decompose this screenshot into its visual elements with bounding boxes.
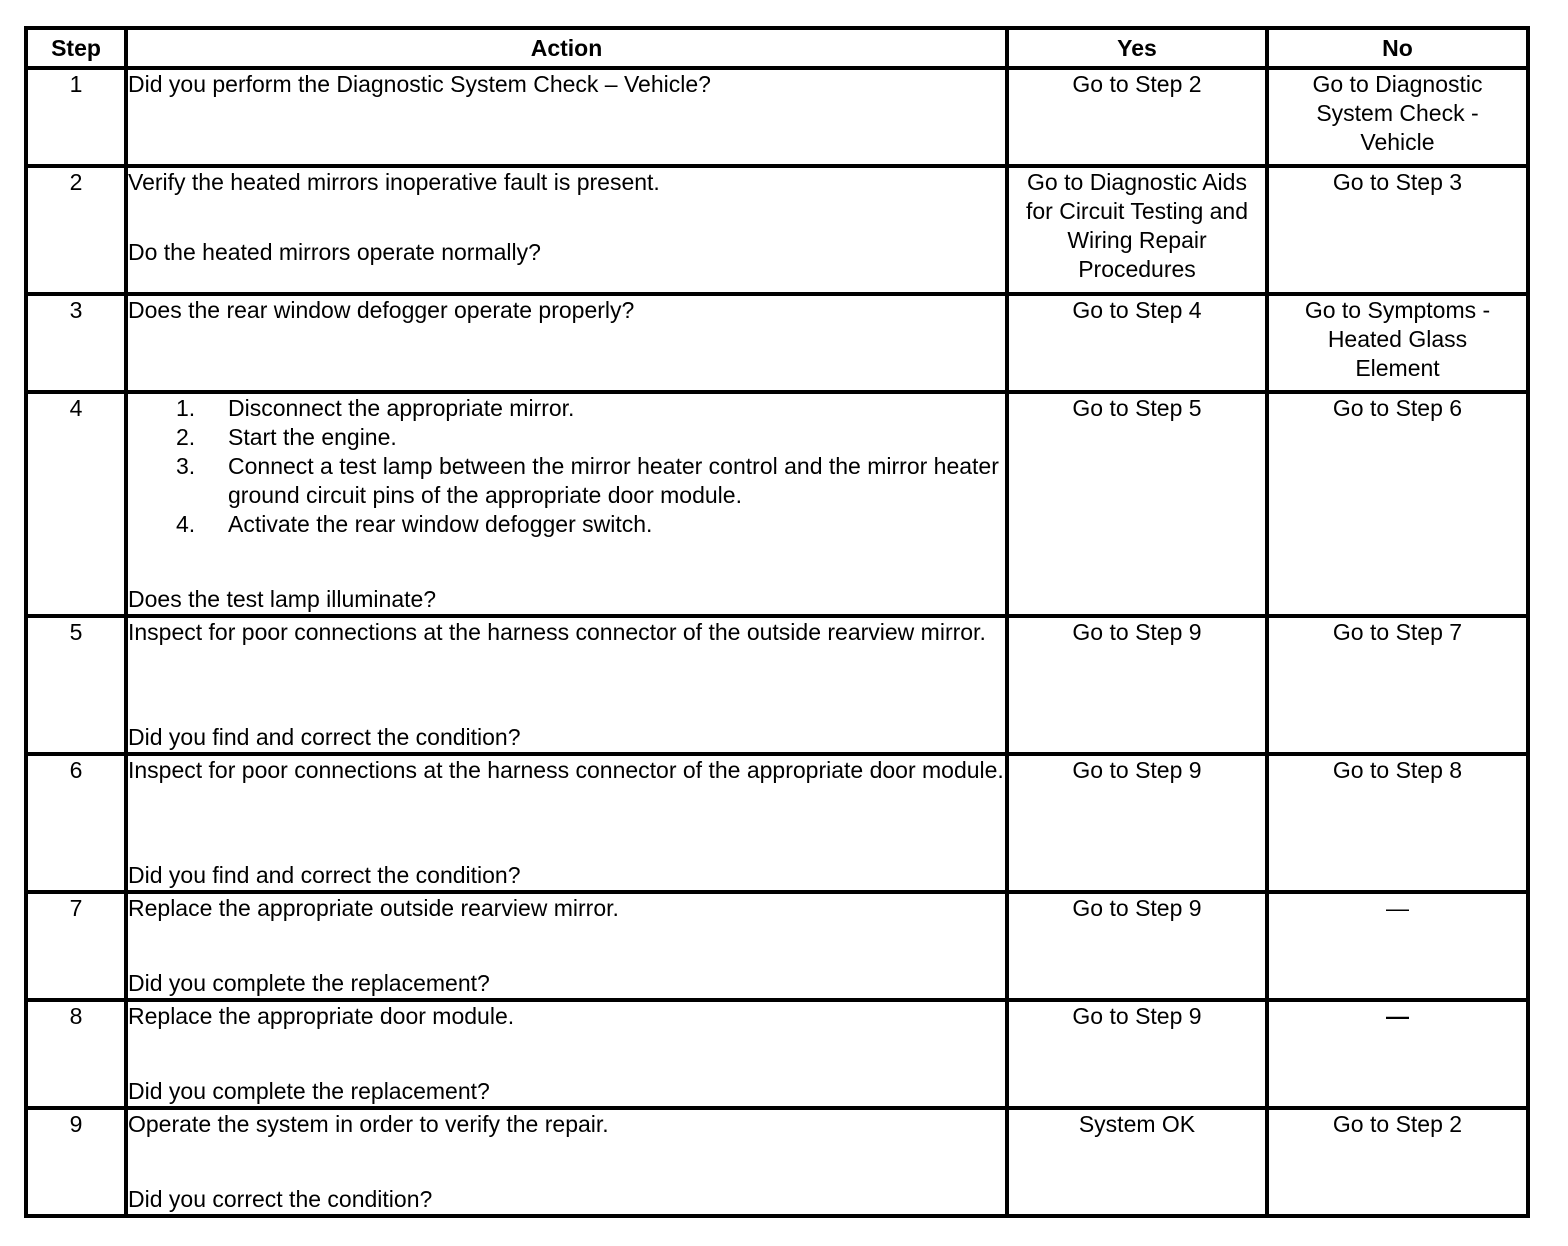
action-cell xyxy=(126,616,1007,754)
action-question: Did you correct the condition? xyxy=(128,1186,433,1212)
yes-result: Go to Step 9 xyxy=(1007,616,1267,754)
step-number: 2 xyxy=(26,166,126,294)
action-instruction: Inspect for poor connections at the harness connector of the outside rearview mirror. xyxy=(128,619,986,645)
step-number: 8 xyxy=(26,1000,126,1108)
sub-step-list xyxy=(128,394,1005,539)
yes-column-header: Yes xyxy=(1007,28,1267,68)
action-question: Did you complete the replacement? xyxy=(128,1078,490,1104)
action-instruction: Inspect for poor connections at the harness connector of the appropriate door module. xyxy=(128,757,1004,783)
step-number: 7 xyxy=(26,892,126,1000)
yes-result: Go to Step 2 xyxy=(1007,68,1267,166)
table-header-row xyxy=(26,28,1528,68)
step-number: 1 xyxy=(26,68,126,166)
table-row xyxy=(26,294,1528,392)
table-row xyxy=(26,1108,1528,1216)
table-row xyxy=(26,166,1528,294)
yes-result: System OK xyxy=(1007,1108,1267,1216)
sub-step-text: Activate the rear window defogger switch. xyxy=(228,511,653,537)
step-number: 4 xyxy=(26,392,126,616)
action-instruction: Replace the appropriate door module. xyxy=(128,1003,515,1029)
no-result: Go to Step 6 xyxy=(1267,392,1528,616)
step-column-header: Step xyxy=(26,28,126,68)
sub-step-number: 3. xyxy=(176,453,196,479)
action-cell xyxy=(126,1000,1007,1108)
sub-step-text: Connect a test lamp between the mirror heater control and the mirror heater ground circuit pins of the appropriate door module. xyxy=(228,453,999,508)
sub-step-number: 2. xyxy=(176,424,196,450)
step-number: 9 xyxy=(26,1108,126,1216)
no-result: Go to Diagnostic System Check - Vehicle xyxy=(1267,68,1528,166)
no-column-header: No xyxy=(1267,28,1528,68)
no-result: Go to Step 2 xyxy=(1267,1108,1528,1216)
action-instruction: Verify the heated mirrors inoperative fault is present. xyxy=(128,169,660,195)
action-cell xyxy=(126,1108,1007,1216)
sub-step-text: Start the engine. xyxy=(228,424,397,450)
yes-result: Go to Step 9 xyxy=(1007,1000,1267,1108)
yes-result: Go to Step 9 xyxy=(1007,892,1267,1000)
action-question: Did you find and correct the condition? xyxy=(128,724,521,750)
sub-step-number: 4. xyxy=(176,511,196,537)
action-instruction: Replace the appropriate outside rearview mirror. xyxy=(128,895,619,921)
list-item xyxy=(128,452,1005,510)
yes-result: Go to Step 9 xyxy=(1007,754,1267,892)
action-cell xyxy=(126,294,1007,392)
action-question: Does the test lamp illuminate? xyxy=(128,586,437,612)
action-instruction: Does the rear window defogger operate properly? xyxy=(128,297,635,323)
action-column-header: Action xyxy=(126,28,1007,68)
action-cell xyxy=(126,166,1007,294)
step-number: 6 xyxy=(26,754,126,892)
table-row xyxy=(26,68,1528,166)
action-cell xyxy=(126,68,1007,166)
yes-result: Go to Diagnostic Aids for Circuit Testing and Wiring Repair Procedures xyxy=(1007,166,1267,294)
action-instruction: Operate the system in order to verify the repair. xyxy=(128,1111,609,1137)
no-result: Go to Step 8 xyxy=(1267,754,1528,892)
action-cell xyxy=(126,892,1007,1000)
table-row xyxy=(26,892,1528,1000)
table-row xyxy=(26,616,1528,754)
action-question: Do the heated mirrors operate normally? xyxy=(128,239,541,265)
no-result: Go to Symptoms - Heated Glass Element xyxy=(1267,294,1528,392)
action-cell xyxy=(126,392,1007,616)
action-instruction: Did you perform the Diagnostic System Check – Vehicle? xyxy=(128,71,711,97)
table-row xyxy=(26,392,1528,616)
yes-result: Go to Step 4 xyxy=(1007,294,1267,392)
list-item xyxy=(128,510,1005,539)
yes-result: Go to Step 5 xyxy=(1007,392,1267,616)
step-number: 3 xyxy=(26,294,126,392)
no-result: Go to Step 3 xyxy=(1267,166,1528,294)
no-result: Go to Step 7 xyxy=(1267,616,1528,754)
sub-step-text: Disconnect the appropriate mirror. xyxy=(228,395,575,421)
action-question: Did you find and correct the condition? xyxy=(128,862,521,888)
sub-step-number: 1. xyxy=(176,395,196,421)
action-question: Did you complete the replacement? xyxy=(128,970,490,996)
action-cell xyxy=(126,754,1007,892)
no-result: — xyxy=(1267,892,1528,1000)
table-row xyxy=(26,1000,1528,1108)
table-row xyxy=(26,754,1528,892)
list-item xyxy=(128,394,1005,423)
diagnostic-table xyxy=(24,26,1530,1218)
no-result: — xyxy=(1267,1000,1528,1108)
list-item xyxy=(128,423,1005,452)
step-number: 5 xyxy=(26,616,126,754)
